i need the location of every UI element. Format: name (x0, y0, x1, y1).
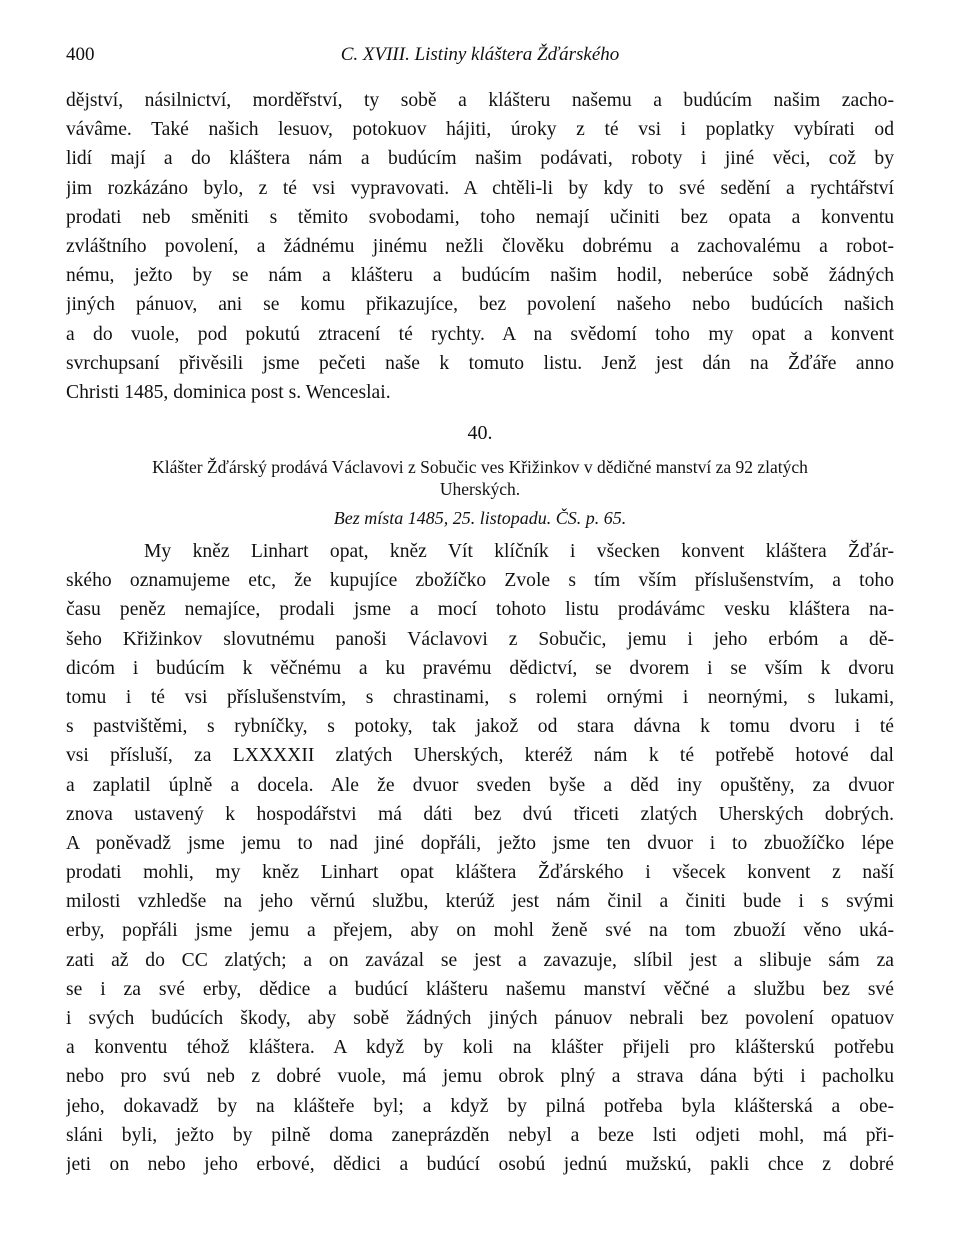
text-line: Klášter Žďárský prodává Václavovi z Sobučic ves Křižinkov v dědičné manství za 92 zlatých (152, 457, 808, 477)
text-line: i svých budúcích škody, aby sobě žádných jiných pánuov nebrali bez povolení opatuov (66, 1008, 894, 1029)
document-heading (66, 456, 894, 500)
document-number: 40. (467, 422, 493, 444)
text-line: milosti vzhledše na jeho věrnú službu, kterúž jest nám činil a činiti bude i s svými (66, 891, 894, 913)
text-line: prodati mohli, my kněz Linhart opat kláštera Žďárského i všecek konvent z naší (66, 862, 894, 884)
text-line: dějství, násilnictví, morděřství, ty sobě a klášteru našemu a budúcím našim zacho- (66, 90, 894, 111)
text-line: lidí mají a do kláštera nám a budúcím našim podávati, roboty i jiné věci, což by (66, 148, 894, 170)
text-line: jeti on nebo jeho erbové, dědici a budúcí osobú jednú mužskú, pakli chce z dobré (66, 1153, 894, 1175)
text-line: a konventu téhož kláštera. A když by koli na klášter přijeli pro klášterskú potřebu (66, 1037, 894, 1059)
text-line: tomu i té vsi příslušenstvím, s chrastinami, s rolemi ornými i neornými, s lukami, (66, 686, 894, 708)
text-line: Christi 1485, dominica post s. Wenceslai. (66, 381, 391, 403)
text-line: se i za své erby, dědice a budúcí klášteru našemu manství věčné a službu bez své (66, 978, 894, 1000)
text-line: a do vuole, pod pokutú ztracení té rychty. A na svědomí toho my opat a konvent (66, 323, 894, 345)
text-line: času peněz nemajíce, prodali jsme a mocí tohoto listu prodávámc vesku kláštera na- (66, 599, 894, 621)
text-line: a zaplatil úplně a docela. Ale že dvuor sveden byše a děd iny opuštěny, za dvuor (66, 774, 894, 796)
text-line: My kněz Linhart opat, kněz Vít klíčník i všecken konvent kláštera Žďár- (144, 541, 894, 562)
text-line: svrchupsaní přivěsili jsme pečeti naše k tomuto listu. Jenž jest dán na Žďáře anno (66, 352, 894, 374)
page-header (66, 44, 894, 74)
document-body (66, 537, 894, 1179)
text-line: zati až do CC zlatých; a on zavázal se jest a zavazuje, slíbil jest a slibuje sám za (66, 949, 894, 971)
text-line: zvláštního povolení, a žádnému jinému nežli člověku dobrému a zachovalému a robot- (66, 235, 894, 257)
text-line: znova ustavený k hospodářstvi má dáti bez dvú třiceti zlatých Uherských dobrých. (66, 803, 894, 825)
text-line: Uherských. (439, 479, 521, 499)
text-line: šeho Křižinkov slovutnému panoši Václavovi z Sobučic, jemu i jeho erbóm a dě- (66, 628, 894, 650)
text-line: vávâme. Také našich lesuov, potokuov hájiti, úroky z té vsi i poplatky vybírati od (66, 119, 894, 141)
text-line: A poněvadž jsme jemu to nad jiné dopřáli, ježto jsme ten dvuor i to zbuožíčko lépe (66, 832, 894, 854)
text-line: nému, ježto by se nám a klášteru a budúcím našim hodil, neberúce sobě žádných (66, 265, 894, 287)
text-line: erby, popřáli jsme jemu a přejem, aby on mohl ženě své na tom zbuoží věno uká- (66, 920, 894, 942)
text-line: nebo pro svú neb z dobré vuole, má jemu obrok plný a strava dána býti i pacholku (66, 1066, 894, 1088)
text-line: vsi přísluší, za LXXXXII zlatých Uherských, kteréž nám k té potřebě hotové dal (66, 745, 894, 767)
text-line: jiných pánuov, ani se komu přikazujíce, bez povolení našeho nebo budúcích našich (66, 294, 894, 316)
text-line: prodati neb směniti s těmito svobodami, toho nemají učiniti bez opata a konventu (66, 206, 894, 228)
document-dateline: Bez místa 1485, 25. listopadu. ČS. p. 65. (333, 508, 627, 528)
text-line: sláni byli, ježto by pilně doma zaneprázděn nebyl a beze lsti odjeti mohl, má při- (66, 1124, 894, 1146)
text-line: ského oznamujeme etc, že kupujíce zbožíčko Zvole s tím vším příslušenstvím, a toho (66, 570, 894, 592)
text-line: s pastvištěmi, s rybníčky, s potoky, tak jakož od stara dávna k tomu dvoru i té (66, 716, 894, 738)
page-number: 400 (66, 44, 95, 65)
text-line: jeho, dokavadž by na klášteře byl; a když by pilná potřeba byla klášterská a obe- (66, 1095, 894, 1117)
text-line: dicóm i budúcím k věčnému a ku pravému dědictví, se dvorem i se vším k dvoru (66, 657, 894, 679)
running-title: C. XVIII. Listiny kláštera Žďárského (340, 44, 620, 65)
text-line: jim rozkázáno bylo, z té vsi vypravovati. A chtěli-li by kdy to své sedění a rychtářství (66, 177, 894, 199)
paragraph-continuation (66, 86, 894, 407)
